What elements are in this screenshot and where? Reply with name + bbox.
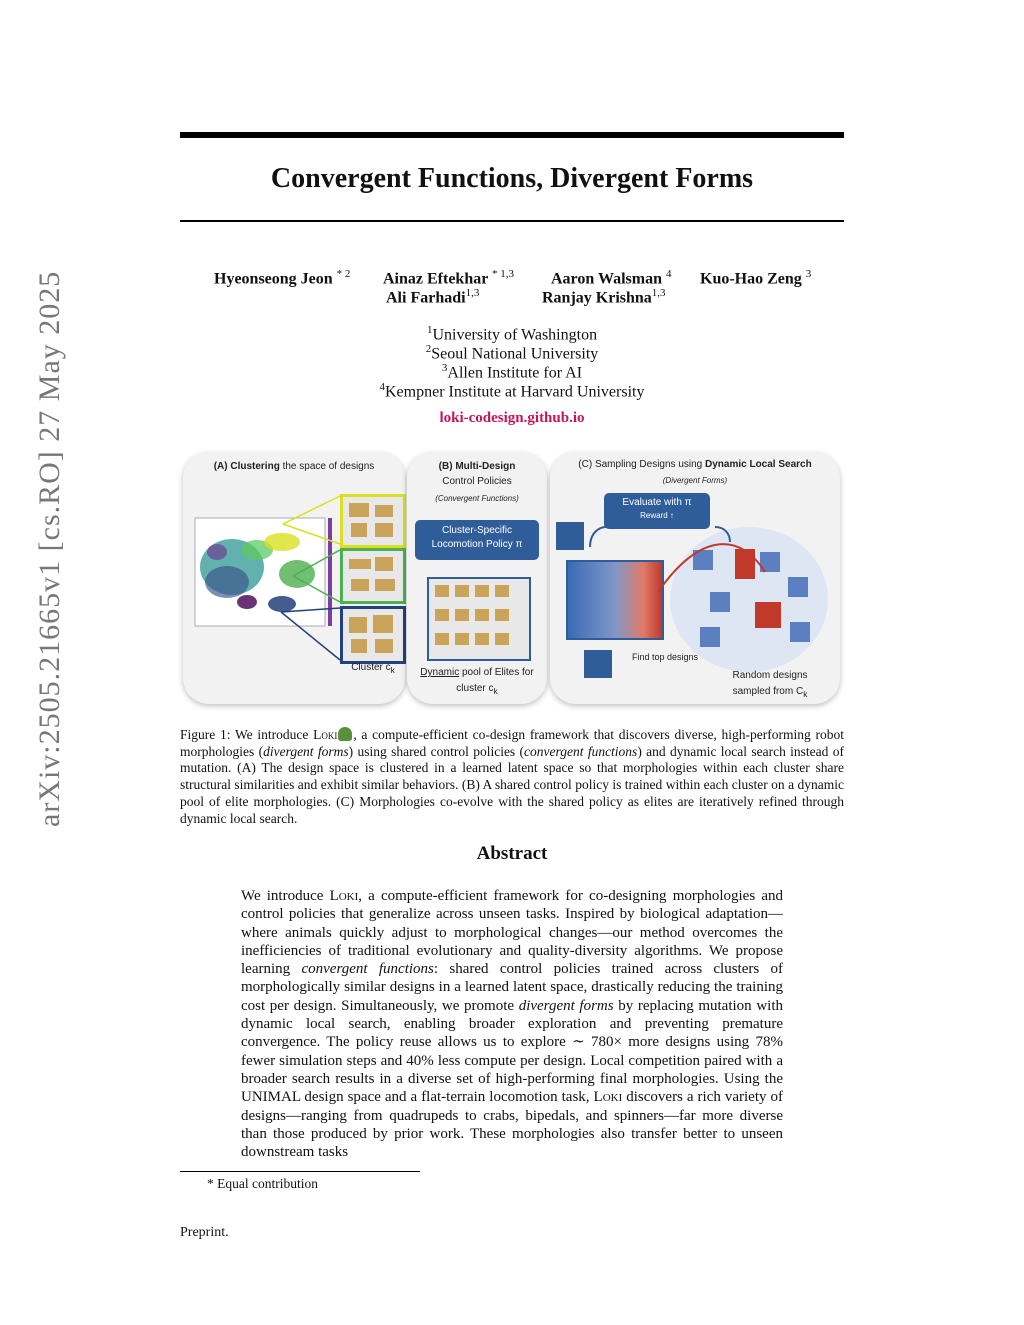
author-2: Ainaz Eftekhar $^{* 1,3}$	[383, 268, 515, 288]
affiliation-4: $^4$Kempner Institute at Harvard University	[379, 381, 645, 401]
cluster-yellow-box	[340, 494, 406, 548]
evaluate-label: Evaluate with π	[622, 497, 692, 508]
figure-1	[180, 452, 844, 710]
elite-pool-label-2: cluster $c_k$	[456, 683, 498, 696]
panel-a-title: (A) Clustering the space of designs	[213, 461, 375, 472]
project-url-link[interactable]: loki-codesign.github.io	[439, 410, 585, 426]
footnote-rule	[180, 1171, 420, 1172]
author-3: Aaron Walsman $^4$	[551, 268, 672, 288]
panel-c-title: (C) Sampling Designs using Dynamic Local Search	[578, 459, 812, 470]
panel-c	[550, 452, 840, 704]
panel-b-subtitle: Control Policies	[442, 476, 512, 487]
arxiv-identifier: arXiv:2505.21665v1 [cs.RO] 27 May 2025	[33, 270, 66, 827]
author-5: Ali Farhadi$^{1,3}$	[386, 287, 480, 307]
loki-logo-icon	[338, 727, 352, 741]
abstract-body: We introduce Loki, a compute-efficient framework for co-designing morphologies and control policies that generalize across unseen tasks. Inspired by biological adaptation—where animals quickly adjust to morphological changes—our method overcomes the inefficiencies of traditional evolutionary and quality-diversity algorithms. We propose learning convergent functions: shared control policies trained across clusters of morphologically similar designs in a learned latent space, drastically reducing the training cost per design. Simultaneously, we promote divergent forms by replacing mutation with dynamic local search, enabling broader exploration and preventing premature convergence. The policy reuse allows us to explore ∼ 780× more designs using 78% fewer simulation steps and 40% less compute per design. Local competition paired with a broader search results in a diverse set of high-performing final morphologies. Using the UNIMAL design space and a flat-terrain locomotion task, Loki discovers a rich variety of designs—ranging from quadrupeds to crabs, bipedals, and spinners—far more diverse than those produced by prior work. These morphologies also transfer better to unseen downstream tasks	[241, 888, 784, 1161]
panel-b-tagline: (Convergent Functions)	[435, 494, 519, 503]
cluster-connector-lines	[243, 492, 343, 662]
policy-line-1: Cluster-Specific	[441, 525, 513, 536]
preprint-label: Preprint.	[180, 1225, 229, 1240]
panel-b	[407, 452, 547, 704]
author-4: Kuo-Hao Zeng $^3$	[700, 268, 812, 288]
author-6: Ranjay Krishna$^{1,3}$	[542, 287, 666, 307]
footnote: * Equal contribution	[207, 1176, 318, 1191]
policy-box	[415, 520, 539, 560]
panel-b-title: (B) Multi-Design	[438, 461, 516, 472]
panel-a	[183, 452, 405, 704]
panel-a-cluster-label: Cluster $c_k$	[351, 662, 395, 675]
random-designs-label-1: Random designs	[732, 670, 808, 681]
affiliation-1: $^1$University of Washington	[426, 324, 598, 344]
reward-label: Reward ↑	[640, 511, 674, 520]
cluster-green-box	[340, 548, 406, 604]
abstract-heading: Abstract	[476, 843, 548, 864]
title-top-rule	[180, 132, 844, 138]
affiliation-3: $^3$Allen Institute for AI	[441, 362, 583, 382]
elite-pool-label-1: Dynamic pool of Elites for	[420, 667, 534, 678]
policy-line-2: Locomotion Policy π	[431, 539, 523, 550]
random-designs-label-2: sampled from $C_k$	[732, 686, 808, 699]
search-arrows	[550, 512, 840, 672]
author-1: Hyeonseong Jeon $^{* 2}$	[214, 268, 351, 288]
title-bottom-rule	[180, 220, 844, 222]
paper-title: Convergent Functions, Divergent Forms	[270, 163, 754, 194]
panel-c-tagline: (Divergent Forms)	[662, 476, 728, 485]
cluster-navy-box	[340, 606, 406, 664]
figure-caption: Figure 1: We introduce Loki , a compute-efficient co-design framework that discovers diverse, high-performing robot morphologies (divergent forms) using shared control policies (convergent functions) and dynamic local search instead of mutation. (A) The design space is clustered in a learned latent space so that morphologies within each cluster share structural similarities and exhibit similar behaviors. (B) A shared control policy is trained within each cluster on a dynamic pool of elite morphologies. (C) Morphologies co-evolve with the shared policy as elites are iteratively refined through dynamic local search.	[180, 727, 845, 826]
find-top-designs-label: Find top designs	[631, 652, 699, 662]
affiliation-2: $^2$Seoul National University	[425, 343, 599, 363]
elite-pool-grid	[427, 577, 531, 661]
